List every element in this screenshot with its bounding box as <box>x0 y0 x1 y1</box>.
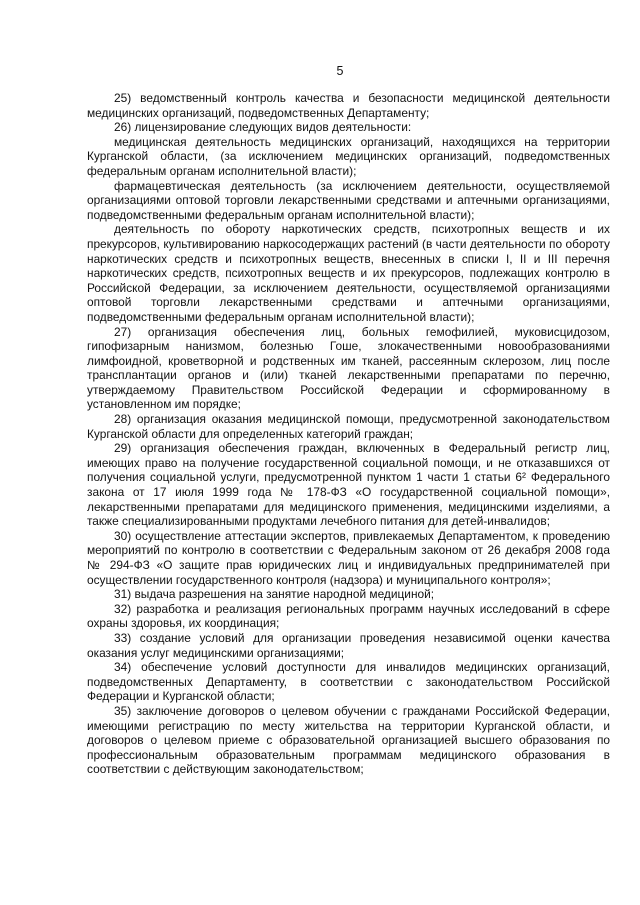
paragraph-35: 35) заключение договоров о целевом обучении с гражданами Российской Федерации, имеющими регистрацию по месту жительства на территории Курганской области, и договоров о целевом приеме с образовательной организацией высшего образования по профессиональным образовательным программам медицинского образования в соответствии с действующим законодательством; <box>87 703 610 777</box>
paragraph-26-medical: медицинская деятельность медицинских организаций, находящихся на территории Курганской области, (за исключением медицинских организаций, подведомственных федеральным органам исполнительной власти); <box>87 134 610 178</box>
paragraph-26-pharma: фармацевтическая деятельность (за исключением деятельности, осуществляемой организациями оптовой торговли лекарственными средствами и аптечными организациями, подведомственными федеральным органам исполнительной власти); <box>87 178 610 222</box>
paragraph-29: 29) организация обеспечения граждан, включенных в Федеральный регистр лиц, имеющих право на получение государственной социальной помощи, и не отказавшихся от получения социальной услуги, предусмотренной пунктом 1 части 1 статьи 6² Федерального закона от 17 июля 1999 года № 178-ФЗ «О государственной социальной помощи», лекарственными препаратами для медицинского применения, медицинскими изделиями, а также специализированными продуктами лечебного питания для детей-инвалидов; <box>87 441 610 529</box>
paragraph-30: 30) осуществление аттестации экспертов, привлекаемых Департаментом, к проведению мероприятий по контролю в соответствии с Федеральным законом от 26 декабря 2008 года № 294-ФЗ «О защите прав юридических лиц и индивидуальных предпринимателей при осуществлении государственного контроля (надзора) и муниципального контроля»; <box>87 528 610 587</box>
paragraph-25: 25) ведомственный контроль качества и безопасности медицинской деятельности медицинских организаций, подведомственных Департаменту; <box>87 91 610 120</box>
paragraph-32: 32) разработка и реализация региональных программ научных исследований в сфере охраны здоровья, их координация; <box>87 601 610 631</box>
paragraph-31: 31) выдача разрешения на занятие народной медициной; <box>114 587 435 602</box>
document-body <box>87 91 610 777</box>
paragraph-33: 33) создание условий для организации проведения независимой оценки качества оказания услуг медицинскими организациями; <box>87 630 610 660</box>
paragraph-34: 34) обеспечение условий доступности для инвалидов медицинских организаций, подведомственных Департаменту, в соответствии с законодательством Российской Федерации и Курганской области; <box>87 660 610 704</box>
paragraph-28: 28) организация оказания медицинской помощи, предусмотренной законодательством Курганской области для определенных категорий граждан; <box>87 412 610 441</box>
paragraph-27: 27) организация обеспечения лиц, больных гемофилией, муковисцидозом, гипофизарным нанизмом, болезнью Гоше, злокачественными новообразованиями лимфоидной, кроветворной и родственных им тканей, рассеянным склерозом, лиц после трансплантации органов и (или) тканей лекарственными препаратами по перечню, утверждаемому Правительством Российской Федерации и сформированному в установленном им порядке; <box>87 324 610 412</box>
page-number: 5 <box>336 64 344 78</box>
paragraph-26-narcotics: деятельность по обороту наркотических средств, психотропных веществ и их прекурсоров, культивированию наркосодержащих растений (в части деятельности по обороту наркотических средств и психотропных веществ, внесенных в списки I, II и III перечня наркотических средств, психотропных веществ и их прекурсоров, подлежащих контролю в Российской Федерации, за исключением деятельности, осуществляемой организациями оптовой торговли лекарственными средствами и аптечными организациями, подведомственными федеральным органам исполнительной власти); <box>87 222 610 324</box>
paragraph-26: 26) лицензирование следующих видов деятельности: <box>114 120 412 135</box>
